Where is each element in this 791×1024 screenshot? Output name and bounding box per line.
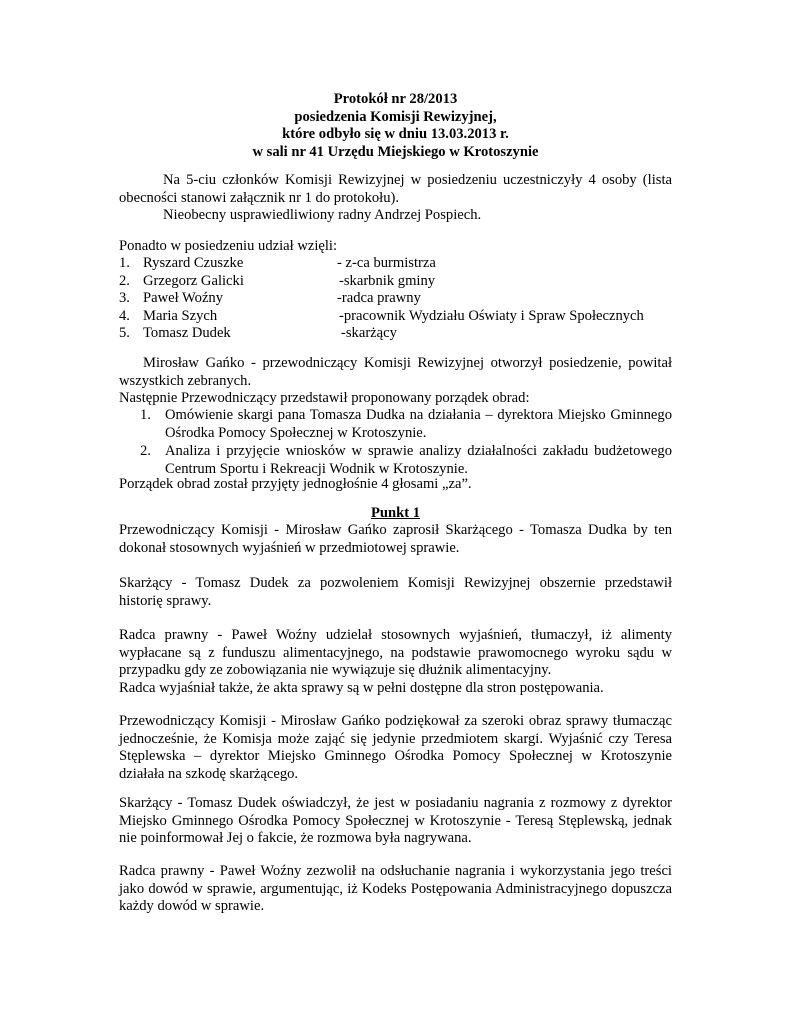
attendee-name: Maria Szych xyxy=(143,307,218,324)
attendee-role: -radca prawny xyxy=(337,290,421,307)
point1-paragraph-2 xyxy=(119,575,672,610)
attendee-number: 3. xyxy=(119,290,130,307)
paragraph-line: Przewodniczący Komisji - Mirosław Gańko zaprosił Skarżącego - Tomasza Dudka by ten xyxy=(119,522,672,538)
attendee-role: -skarbnik gminy xyxy=(339,272,436,289)
attendees-heading: Ponadto w posiedzeniu udział wzięli: xyxy=(119,238,338,254)
point1-paragraph-4 xyxy=(119,713,672,783)
paragraph-line: Radca prawny - Paweł Woźny zezwolił na odsłuchanie nagrania i wykorzystania jego treści xyxy=(119,863,672,879)
paragraph-line: historię sprawy. xyxy=(119,592,212,609)
paragraph-line: Stęplewska – dyrektor Miejsko Gminnego Ośrodka Pomocy Społecznej w Krotoszynie xyxy=(119,748,672,765)
attendee-number: 1. xyxy=(119,255,130,271)
paragraph-line: Radca prawny - Paweł Woźny udzielał stosownych wyjaśnień, tłumaczył, iż alimenty xyxy=(119,627,672,643)
paragraph-line: jednocześnie, że Komisja może zająć się jedynie przedmiotem skargi. Wyjaśnić czy Teresa xyxy=(119,730,672,747)
opening-paragraph xyxy=(119,355,672,408)
agenda-item-line: Analiza i przyjęcie wniosków w sprawie analizy działalności zakładu budżetowego xyxy=(165,443,672,460)
attendee-role: -skarżący xyxy=(341,325,397,342)
attendance-paragraph xyxy=(119,172,672,225)
attendee-name: Tomasz Dudek xyxy=(143,325,231,342)
attendee-name: Paweł Woźny xyxy=(143,290,224,307)
protocol-title xyxy=(0,91,791,161)
agenda-item xyxy=(140,407,672,442)
agenda-list xyxy=(140,407,672,478)
opening-line-1: Mirosław Gańko - przewodniczący Komisji Rewizyjnej otworzył posiedzenie, powitał xyxy=(143,355,672,371)
agenda-number: 2. xyxy=(140,443,151,460)
attendance-line-1: Na 5-ciu członków Komisji Rewizyjnej w posiedzeniu uczestniczyły 4 osoby (lista xyxy=(163,172,672,188)
attendees-list xyxy=(119,255,679,343)
attendee-name: Grzegorz Galicki xyxy=(143,272,244,289)
paragraph-line: Miejsko Gminnego Ośrodka Pomocy Społecznej w Krotoszynie - Teresą Stęplewską, jednak xyxy=(119,812,672,829)
attendee-row xyxy=(119,255,679,273)
attendance-line-2: obecności stanowi załącznik nr 1 do protokołu). xyxy=(119,189,400,206)
attendee-number: 4. xyxy=(119,307,130,324)
agenda-number: 1. xyxy=(140,407,151,423)
agenda-item-line: Centrum Sportu i Rekreacji Wodnik w Krotoszynie. xyxy=(165,460,468,477)
paragraph-line: wypłacane są z funduszu alimentacyjnego, na podstawie prawomocnego wyroku sądu w xyxy=(119,644,672,661)
attendee-number: 5. xyxy=(119,325,130,342)
attendee-row xyxy=(119,325,679,343)
attendee-row xyxy=(119,273,679,291)
attendee-number: 2. xyxy=(119,272,130,289)
agenda-item-line: Omówienie skargi pana Tomasza Dudka na działania – dyrektora Miejsko Gminnego xyxy=(165,407,672,423)
title-line-3: które odbyło się w dniu 13.03.2013 r. xyxy=(282,126,509,143)
point1-paragraph-3 xyxy=(119,627,672,697)
point1-paragraph-5 xyxy=(119,795,672,848)
agenda-accepted: Porządek obrad został przyjęty jednogłośnie 4 głosami „za”. xyxy=(119,476,472,492)
title-line-2: posiedzenia Komisji Rewizyjnej, xyxy=(294,108,497,125)
section-heading-point-1: Punkt 1 xyxy=(370,505,421,521)
agenda-item-line: Ośrodka Pomocy Społecznej w Krotoszynie. xyxy=(165,424,427,441)
paragraph-line: przypadku gdy ze zobowiązania nie wywiązuje się dłużnik alimentacyjny. xyxy=(119,662,552,679)
paragraph-line: Przewodniczący Komisji - Mirosław Gańko podziękował za szeroki obraz sprawy tłumacząc xyxy=(119,713,672,729)
attendee-row xyxy=(119,290,679,308)
point1-paragraph-1 xyxy=(119,522,672,557)
paragraph-line: Radca wyjaśniał także, że akta sprawy są w pełni dostępne dla stron postępowania. xyxy=(119,679,604,696)
paragraph-line: Skarżący - Tomasz Dudek za pozwoleniem Komisji Rewizyjnej obszernie przedstawił xyxy=(119,575,672,591)
paragraph-line: nie poinformował Jej o fakcie, że rozmowa była nagrywana. xyxy=(119,830,472,847)
title-line-1: Protokół nr 28/2013 xyxy=(333,91,458,107)
attendee-role: - z-ca burmistrza xyxy=(337,255,436,271)
absence-note: Nieobecny usprawiedliwiony radny Andrzej Pospiech. xyxy=(163,207,482,224)
paragraph-line: każdy dowód w sprawie. xyxy=(119,898,265,915)
point1-paragraph-6 xyxy=(119,863,672,916)
agenda-intro: Następnie Przewodniczący przedstawił proponowany porządek obrad: xyxy=(119,390,530,407)
paragraph-line: dokonał stosownych wyjaśnień w przedmiotowej sprawie. xyxy=(119,539,460,556)
title-line-4: w sali nr 41 Urzędu Miejskiego w Krotoszynie xyxy=(252,143,539,160)
agenda-item xyxy=(140,443,672,478)
attendee-role: -pracownik Wydziału Oświaty i Spraw Społecznych xyxy=(339,307,644,324)
paragraph-line: jako dowód w sprawie, argumentując, iż Kodeks Postępowania Administracyjnego dopuszcza xyxy=(119,880,672,897)
opening-line-2: wszystkich zebranych. xyxy=(119,372,252,389)
attendee-row xyxy=(119,308,679,326)
paragraph-line: Skarżący - Tomasz Dudek oświadczył, że jest w posiadaniu nagrania z rozmowy z dyrektor xyxy=(119,795,672,811)
paragraph-line: działała na szkodę skarżącego. xyxy=(119,765,299,782)
attendee-name: Ryszard Czuszke xyxy=(143,255,244,271)
